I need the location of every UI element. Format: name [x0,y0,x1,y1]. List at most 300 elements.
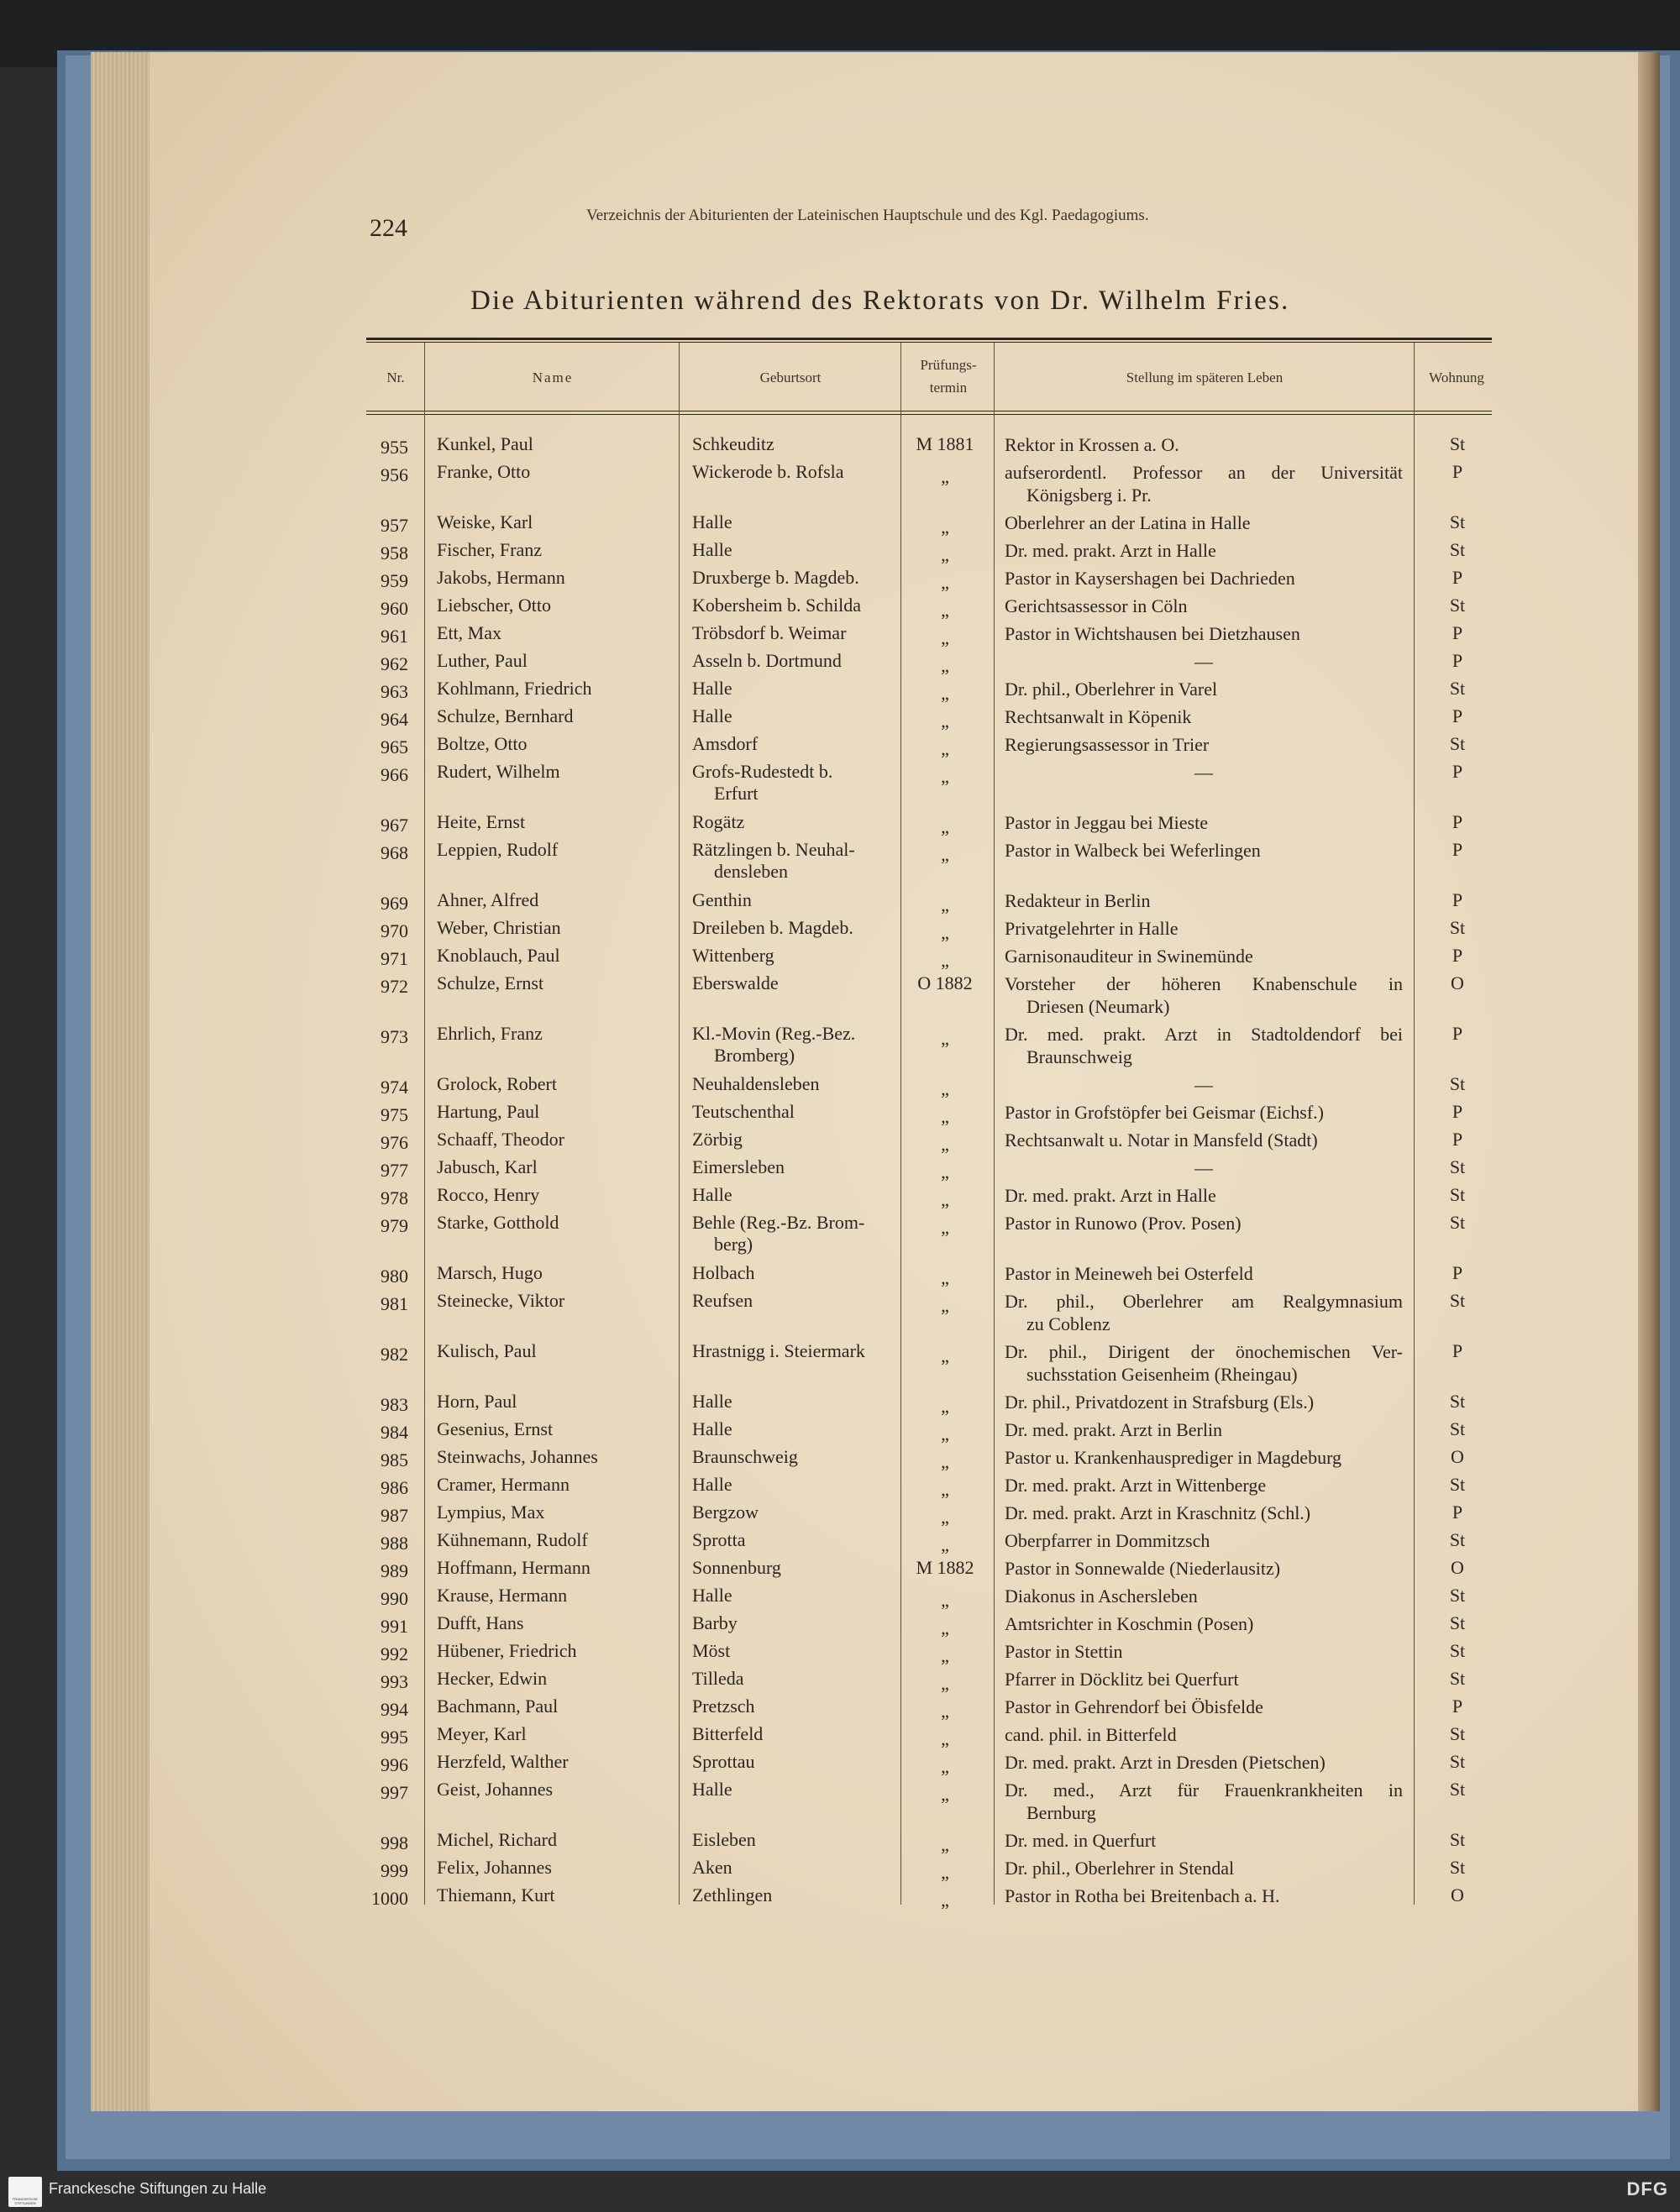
row-pruefungstermin: „ [941,1345,949,1366]
row-pruefungstermin: „ [941,1834,949,1855]
row-number: 974 [381,1077,408,1098]
row-stellung [1005,1290,1403,1335]
row-number: 966 [381,764,408,785]
header-bottom-rule-2 [366,414,1492,415]
row-name: Luther, Paul [437,650,528,671]
row-stellung [1005,1502,1403,1524]
row-pruefungstermin: „ [941,1784,949,1805]
row-wohnung: St [1449,733,1466,754]
row-geburtsort [692,1474,894,1496]
row-pruefungstermin: O 1882 [917,972,973,993]
row-geburtsort [692,1857,894,1879]
row-stellung [1005,1212,1403,1234]
row-wohnung: St [1449,1779,1466,1800]
row-stellung [1005,1751,1403,1774]
stellung-line: Dr. med. prakt. Arzt in Dresden (Pietschen) [1005,1752,1326,1773]
row-pruefungstermin: „ [941,1161,949,1182]
row-geburtsort [692,1391,894,1413]
row-pruefungstermin: „ [941,1890,949,1911]
stellung-line: Garnisonauditeur in Swinemünde [1005,946,1253,967]
geburtsort-line: Sonnenburg [692,1557,781,1578]
geburtsort-line: Genthin [692,889,752,910]
row-stellung [1005,1262,1403,1285]
row-geburtsort [692,761,894,805]
row-wohnung: P [1452,1340,1463,1361]
stellung-line: Dr. med. prakt. Arzt in Stadtoldendorf bei [1005,1024,1403,1045]
row-wohnung: St [1449,1212,1466,1233]
row-name: Starke, Gotthold [437,1212,559,1233]
row-pruefungstermin: „ [941,600,949,621]
row-geburtsort [692,1529,894,1551]
row-geburtsort [692,1502,894,1523]
row-name: Grolock, Robert [437,1073,557,1094]
row-geburtsort [692,917,894,939]
row-stellung [1005,511,1403,534]
geburtsort-line: Bergzow [692,1502,759,1523]
row-pruefungstermin: „ [941,894,949,915]
row-name: Hoffmann, Hermann [437,1557,591,1578]
row-geburtsort [692,945,894,967]
row-name: Hecker, Edwin [437,1668,548,1689]
row-wohnung: St [1449,1668,1466,1689]
row-name: Knoblauch, Paul [437,945,560,966]
row-name: Jakobs, Hermann [437,567,565,588]
row-stellung [1005,733,1403,756]
stellung-line: Dr. med., Arzt für Frauenkrankheiten in [1005,1780,1403,1801]
stellung-line: Pastor in Jeggau bei Mieste [1005,812,1208,833]
row-pruefungstermin: „ [941,683,949,704]
geburtsort-line: Sprotta [692,1529,746,1550]
geburtsort-line: Halle [692,1391,732,1412]
row-geburtsort [692,1340,894,1362]
row-pruefungstermin: „ [941,627,949,648]
row-name: Weber, Christian [437,917,561,938]
geburtsort-line: Wickerode b. Rofsla [692,461,844,482]
geburtsort-line: Dreileben b. Magdeb. [692,917,853,938]
geburtsort-line: Barby [692,1612,738,1633]
stellung-line: Pastor in Sonnewalde (Niederlausitz) [1005,1558,1281,1579]
row-number: 967 [381,815,408,836]
row-wohnung: P [1452,622,1463,643]
geburtsort-line: Tilleda [692,1668,744,1689]
row-stellung [1005,1073,1403,1096]
stellung-line: Redakteur in Berlin [1005,890,1151,911]
row-pruefungstermin: M 1881 [916,433,974,454]
row-number: 983 [381,1394,408,1415]
row-number: 997 [381,1782,408,1803]
row-wohnung: St [1449,1529,1466,1550]
geburtsort-line: Grofs-Rudestedt b. [692,761,833,782]
geburtsort-line: Behle (Reg.-Bz. Brom- [692,1212,865,1233]
row-wohnung: St [1449,1073,1466,1094]
row-number: 968 [381,842,408,863]
stellung-line: Pastor in Wichtshausen bei Dietzhausen [1005,623,1300,644]
row-stellung [1005,567,1403,590]
row-wohnung: St [1449,1829,1466,1850]
row-name: Liebscher, Otto [437,595,551,616]
geburtsort-line: Pretzsch [692,1696,755,1717]
geburtsort-line: Kobersheim b. Schilda [692,595,862,616]
geburtsort-line: Aken [692,1857,732,1878]
row-number: 975 [381,1104,408,1125]
stellung-line: Pastor in Grofstöpfer bei Geismar (Eichsf.) [1005,1102,1325,1123]
geburtsort-line: Halle [692,539,732,560]
row-stellung [1005,1612,1403,1635]
row-geburtsort [692,972,894,994]
row-geburtsort [692,1446,894,1468]
row-number: 1000 [371,1888,408,1909]
geburtsort-line: Zethlingen [692,1884,773,1905]
row-pruefungstermin: „ [941,1507,949,1528]
row-geburtsort [692,433,894,455]
row-stellung [1005,622,1403,645]
stellung-line: Dr. med. prakt. Arzt in Berlin [1005,1419,1223,1440]
page-number: 224 [370,214,407,242]
row-name: Ett, Max [437,622,501,643]
row-number: 973 [381,1026,408,1047]
row-pruefungstermin: „ [941,1479,949,1500]
stellung-line: Pastor in Walbeck bei Weferlingen [1005,840,1261,861]
row-wohnung: St [1449,678,1466,699]
row-number: 994 [381,1699,408,1720]
row-pruefungstermin: „ [941,655,949,676]
row-geburtsort [692,733,894,755]
geburtsort-line: Bitterfeld [692,1723,764,1744]
geburtsort-line: Halle [692,511,732,532]
row-wohnung: St [1449,1723,1466,1744]
row-number: 979 [381,1215,408,1236]
row-geburtsort [692,461,894,483]
row-pruefungstermin: M 1882 [916,1557,974,1578]
row-stellung [1005,1418,1403,1441]
row-name: Felix, Johannes [437,1857,552,1878]
row-wohnung: St [1449,1184,1466,1205]
row-pruefungstermin: „ [941,1862,949,1883]
row-name: Heite, Ernst [437,811,526,832]
row-geburtsort [692,1696,894,1717]
row-wohnung: P [1452,567,1463,588]
row-name: Geist, Johannes [437,1779,554,1800]
row-geburtsort [692,1156,894,1178]
row-wohnung: St [1449,1612,1466,1633]
row-stellung [1005,595,1403,617]
row-name: Rudert, Wilhelm [437,761,560,782]
geburtsort-line: Reufsen [692,1290,753,1311]
geburtsort-line: Halle [692,678,732,699]
row-number: 959 [381,570,408,591]
row-name: Steinwachs, Johannes [437,1446,598,1467]
row-name: Steinecke, Viktor [437,1290,565,1311]
row-name: Krause, Hermann [437,1585,568,1606]
row-name: Herzfeld, Walther [437,1751,569,1772]
row-wohnung: O [1451,1446,1464,1467]
row-number: 969 [381,893,408,914]
row-number: 977 [381,1160,408,1181]
row-geburtsort [692,889,894,911]
column-divider [1414,343,1415,1905]
row-number: 980 [381,1266,408,1287]
row-stellung [1005,1829,1403,1852]
stellung-line: — [1194,762,1213,783]
row-stellung [1005,972,1403,1018]
logo-text: FRANCKESCHE STIFTUNGEN [12,2197,39,2205]
row-number: 955 [381,437,408,458]
stellung-line: Gerichtsassessor in Cöln [1005,595,1188,616]
row-number: 989 [381,1560,408,1581]
row-wohnung: P [1452,1101,1463,1122]
row-pruefungstermin: „ [941,844,949,865]
row-geburtsort [692,1668,894,1690]
row-geburtsort [692,705,894,727]
stellung-line: Oberlehrer an der Latina in Halle [1005,512,1251,533]
stellung-line: Dr. med. prakt. Arzt in Halle [1005,1185,1216,1206]
row-number: 998 [381,1832,408,1853]
running-header: Verzeichnis der Abiturienten der Lateinischen Hauptschule und des Kgl. Paedagogiums. [586,207,1149,224]
stellung-line: Dr. med. prakt. Arzt in Kraschnitz (Schl.) [1005,1502,1311,1523]
row-stellung [1005,761,1403,784]
row-stellung [1005,1640,1403,1663]
table-top-rule [366,338,1492,340]
geburtsort-line: berg) [714,1234,753,1255]
geburtsort-line: Halle [692,705,732,726]
row-stellung [1005,1101,1403,1124]
geburtsort-line: Braunschweig [692,1446,798,1467]
row-wohnung: P [1452,1129,1463,1150]
row-wohnung: St [1449,1391,1466,1412]
row-geburtsort [692,511,894,533]
geburtsort-line: Kl.-Movin (Reg.-Bez. [692,1023,856,1044]
stellung-line: Regierungsassessor in Trier [1005,734,1210,755]
geburtsort-line: densleben [714,861,788,882]
stellung-line: Dr. phil., Dirigent der önochemischen Ver- [1005,1341,1403,1362]
row-pruefungstermin: „ [941,1673,949,1694]
column-divider [679,343,680,1905]
row-wohnung: P [1452,811,1463,832]
stellung-line: Vorsteher der höheren Knabenschule in [1005,973,1403,994]
stellung-line: Dr. phil., Oberlehrer in Stendal [1005,1858,1235,1879]
row-pruefungstermin: „ [941,922,949,943]
row-pruefungstermin: „ [941,1728,949,1749]
row-pruefungstermin: „ [941,1134,949,1155]
page-edges-left [91,52,151,2111]
header-wohnung: Wohnung [1429,370,1484,385]
row-pruefungstermin: „ [941,1756,949,1777]
geburtsort-line: Asseln b. Dortmund [692,650,842,671]
row-geburtsort [692,1290,894,1312]
row-pruefungstermin: „ [941,816,949,837]
row-geburtsort [692,1779,894,1801]
row-geburtsort [692,1612,894,1634]
row-geburtsort [692,1262,894,1284]
row-pruefungstermin: „ [941,1106,949,1127]
row-name: Hübener, Friedrich [437,1640,577,1661]
row-geburtsort [692,1557,894,1579]
row-wohnung: P [1452,1262,1463,1283]
row-number: 991 [381,1616,408,1637]
row-pruefungstermin: „ [941,1423,949,1444]
row-stellung [1005,889,1403,912]
row-number: 981 [381,1293,408,1314]
row-number: 990 [381,1588,408,1609]
geburtsort-line: Rogätz [692,811,745,832]
row-pruefungstermin: „ [941,1701,949,1722]
header-stellung: Stellung im späteren Leben [1126,370,1284,385]
row-wohnung: P [1452,705,1463,726]
row-stellung [1005,539,1403,562]
row-name: Schaaff, Theodor [437,1129,564,1150]
row-name: Bachmann, Paul [437,1696,559,1717]
row-number: 996 [381,1754,408,1775]
row-pruefungstermin: „ [941,1534,949,1555]
stellung-line: Amtsrichter in Koschmin (Posen) [1005,1613,1254,1634]
stellung-line: — [1194,651,1213,672]
row-pruefungstermin: „ [941,1590,949,1611]
row-wohnung: P [1452,650,1463,671]
stellung-line: cand. phil. in Bitterfeld [1005,1724,1177,1745]
header-pruefungstermin-1: Prüfungs- [920,357,977,373]
row-number: 986 [381,1477,408,1498]
row-geburtsort [692,811,894,833]
row-pruefungstermin: „ [941,1451,949,1472]
stellung-line: Königsberg i. Pr. [1026,485,1152,506]
row-number: 961 [381,626,408,647]
row-pruefungstermin: „ [941,738,949,759]
table-top-rule-thin [366,342,1492,343]
row-wohnung: O [1451,972,1464,993]
stellung-line: Rechtsanwalt u. Notar in Mansfeld (Stadt) [1005,1130,1318,1151]
row-name: Boltze, Otto [437,733,528,754]
stellung-line: Diakonus in Aschersleben [1005,1586,1198,1607]
row-pruefungstermin: „ [941,710,949,731]
stellung-line: zu Coblenz [1026,1313,1110,1334]
row-geburtsort [692,1640,894,1662]
stellung-line: Pastor in Gehrendorf bei Öbisfelde [1005,1696,1263,1717]
row-geburtsort [692,1073,894,1095]
geburtsort-line: Zörbig [692,1129,743,1150]
row-name: Dufft, Hans [437,1612,524,1633]
stellung-line: Pfarrer in Döcklitz bei Querfurt [1005,1669,1239,1690]
geburtsort-line: Halle [692,1418,732,1439]
stellung-line: Pastor u. Krankenhausprediger in Magdeburg [1005,1447,1341,1468]
stellung-line: Bernburg [1026,1802,1096,1823]
row-wohnung: St [1449,1640,1466,1661]
row-name: Marsch, Hugo [437,1262,543,1283]
row-name: Kulisch, Paul [437,1340,537,1361]
geburtsort-line: Druxberge b. Magdeb. [692,567,859,588]
row-wohnung: St [1449,1290,1466,1311]
header-name: Name [532,370,574,385]
row-stellung [1005,811,1403,834]
row-name: Weiske, Karl [437,511,533,532]
row-wohnung: O [1451,1557,1464,1578]
row-geburtsort [692,839,894,883]
row-number: 982 [381,1344,408,1365]
row-pruefungstermin: „ [941,1295,949,1316]
row-stellung [1005,678,1403,700]
row-pruefungstermin: „ [941,1396,949,1417]
column-divider [424,343,425,1905]
row-wohnung: St [1449,539,1466,560]
row-wohnung: P [1452,1023,1463,1044]
geburtsort-line: Erfurt [714,783,759,804]
row-number: 964 [381,709,408,730]
row-stellung [1005,1023,1403,1068]
row-name: Kohlmann, Friedrich [437,678,592,699]
row-wohnung: O [1451,1884,1464,1905]
geburtsort-line: Tröbsdorf b. Weimar [692,622,847,643]
row-geburtsort [692,539,894,561]
row-name: Kühnemann, Rudolf [437,1529,588,1550]
row-stellung [1005,461,1403,506]
row-stellung [1005,1340,1403,1386]
row-pruefungstermin: „ [941,1189,949,1210]
stellung-line: Rektor in Krossen a. O. [1005,434,1179,455]
row-wohnung: St [1449,1418,1466,1439]
row-pruefungstermin: „ [941,950,949,971]
row-wohnung: St [1449,1474,1466,1495]
geburtsort-line: Halle [692,1474,732,1495]
stellung-line: suchsstation Geisenheim (Rheingau) [1026,1364,1298,1385]
row-name: Fischer, Franz [437,539,542,560]
row-pruefungstermin: „ [941,766,949,787]
geburtsort-line: Schkeuditz [692,433,774,454]
row-name: Kunkel, Paul [437,433,533,454]
row-geburtsort [692,1751,894,1773]
row-geburtsort [692,1418,894,1440]
column-divider [994,343,995,1905]
row-pruefungstermin: „ [941,516,949,537]
stellung-line: Pastor in Stettin [1005,1641,1123,1662]
row-number: 985 [381,1449,408,1470]
row-wohnung: P [1452,461,1463,482]
row-wohnung: St [1449,433,1466,454]
row-geburtsort [692,1723,894,1745]
stellung-line: aufserordentl. Professor an der Universität [1005,462,1403,483]
stellung-line: Dr. med. in Querfurt [1005,1830,1157,1851]
row-geburtsort [692,595,894,616]
row-stellung [1005,1391,1403,1413]
row-number: 958 [381,543,408,563]
row-pruefungstermin: „ [941,572,949,593]
row-geburtsort [692,678,894,700]
row-name: Hartung, Paul [437,1101,540,1122]
row-pruefungstermin: „ [941,1217,949,1238]
row-stellung [1005,1446,1403,1469]
row-name: Michel, Richard [437,1829,557,1850]
row-wohnung: St [1449,917,1466,938]
row-wohnung: St [1449,1156,1466,1177]
row-wohnung: St [1449,1751,1466,1772]
row-wohnung: P [1452,945,1463,966]
geburtsort-line: Eberswalde [692,972,779,993]
geburtsort-line: Teutschenthal [692,1101,795,1122]
row-stellung [1005,1723,1403,1746]
geburtsort-line: Halle [692,1779,732,1800]
row-name: Schulze, Ernst [437,972,544,993]
geburtsort-line: Eisleben [692,1829,756,1850]
stellung-line: — [1194,1157,1213,1178]
geburtsort-line: Neuhaldensleben [692,1073,820,1094]
row-stellung [1005,1884,1403,1907]
row-number: 965 [381,736,408,757]
header-pruefungstermin-2: termin [929,380,968,396]
header-geburtsort: Geburtsort [759,370,822,385]
row-wohnung: St [1449,1585,1466,1606]
row-name: Lympius, Max [437,1502,545,1523]
stellung-line: Dr. phil., Privatdozent in Strafsburg (Els.) [1005,1392,1315,1413]
row-number: 984 [381,1422,408,1443]
institution-logo [8,2177,42,2207]
